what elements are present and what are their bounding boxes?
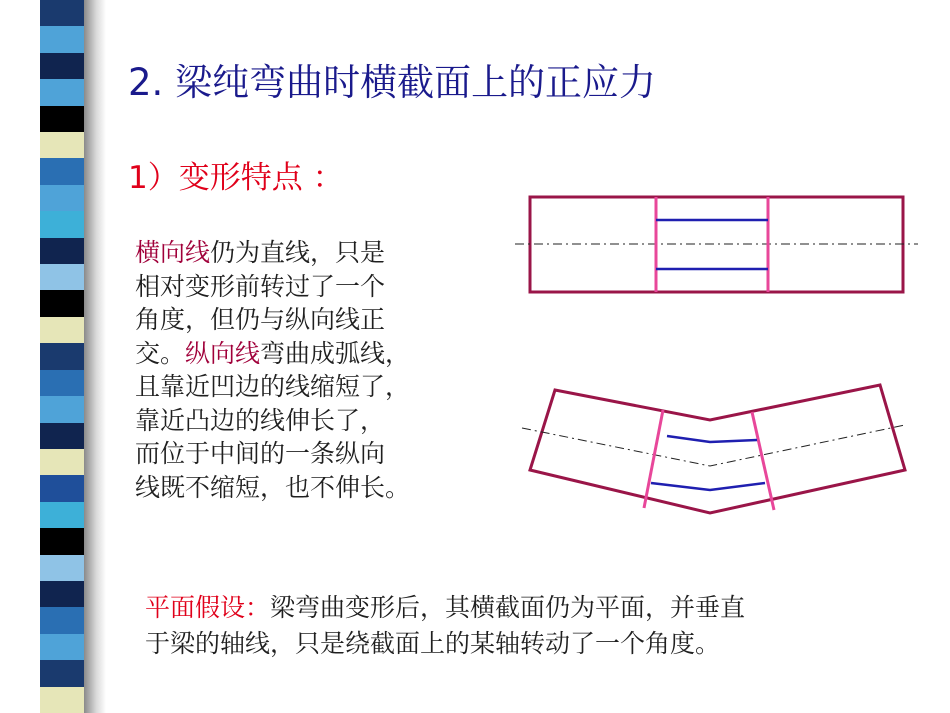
bent-beam-transverse-line-left xyxy=(644,410,663,508)
bent-beam-transverse-line-right xyxy=(752,412,774,510)
description-text: 相对变形前转过了一个 xyxy=(135,271,386,301)
highlighted-term: 纵向线 xyxy=(185,338,261,368)
description-text: 而位于中间的一条纵向 xyxy=(135,439,386,468)
description-text: 弯曲成弧线， xyxy=(260,338,411,368)
bent-beam-outline xyxy=(530,385,905,513)
plane-hypothesis xyxy=(145,590,925,662)
bent-beam-diagram xyxy=(522,385,905,513)
section-heading: 1）变形特点 ： xyxy=(128,160,344,196)
description-text: 交。 xyxy=(135,338,186,368)
description-text: 线既不缩短，也不伸长。 xyxy=(135,472,411,502)
bent-beam-longitudinal-line-top xyxy=(667,436,757,442)
plane-hypothesis-text-1: 梁弯曲变形后，其横截面仍为平面，并垂直 xyxy=(270,593,746,622)
description-text: 靠近凸边的线伸长了， xyxy=(135,405,386,435)
straight-beam-diagram xyxy=(515,197,918,292)
description-text: 仍为直线，只是 xyxy=(210,238,386,267)
bent-beam-neutral-axis xyxy=(522,425,905,466)
slide-title: 2. 梁纯弯曲时横截面上的正应力 xyxy=(128,61,657,104)
description-text: 角度，但仍与纵向线正 xyxy=(135,305,386,334)
plane-hypothesis-label: 平面假设： xyxy=(145,593,271,622)
plane-hypothesis-line-1 xyxy=(145,590,925,626)
plane-hypothesis-line-2: 于梁的轴线，只是绕截面上的某轴转动了一个角度。 xyxy=(145,629,721,658)
highlighted-term: 横向线 xyxy=(135,238,211,267)
bent-beam-longitudinal-line-bottom xyxy=(651,483,765,490)
description-text: 且靠近凹边的线缩短了， xyxy=(135,372,411,401)
